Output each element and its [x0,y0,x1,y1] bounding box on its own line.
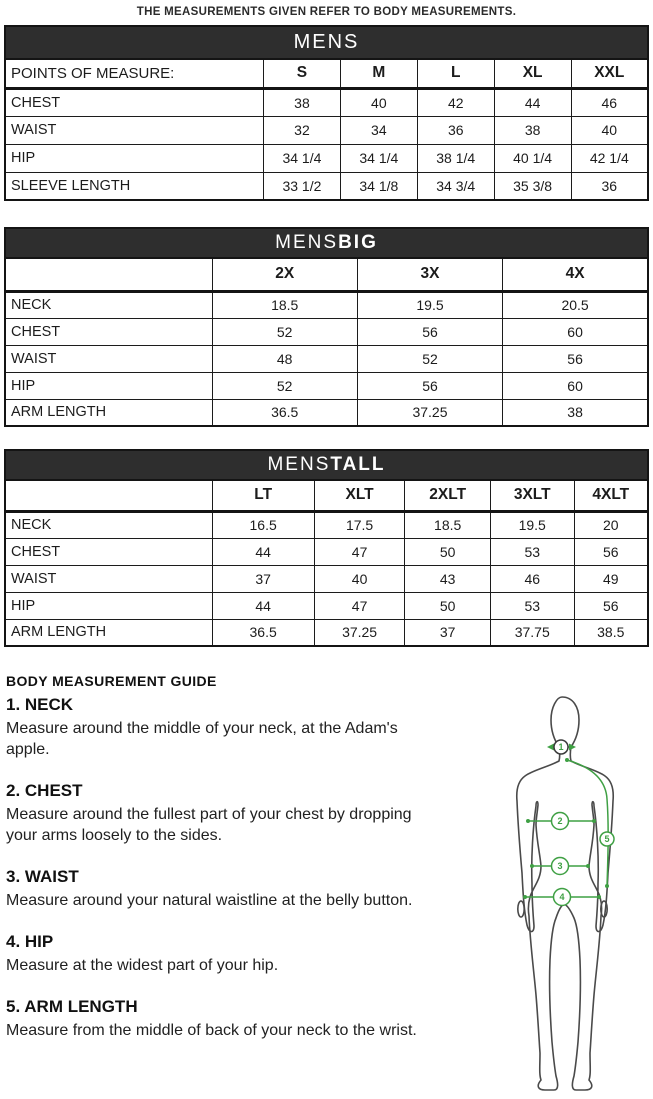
measurement-cell: 33 1/2 [264,172,341,200]
table-row [5,511,648,538]
column-header: M [340,59,417,88]
measurement-cell: 34 1/4 [264,144,341,172]
table-row [5,116,648,144]
column-header: S [264,59,341,88]
guide-item [6,695,438,760]
guide-title: BODY MEASUREMENT GUIDE [6,673,217,689]
column-header: L [417,59,494,88]
guide-item-heading: 5. ARM LENGTH [6,997,138,1016]
row-label: ARM LENGTH [5,399,212,426]
header-row [5,480,648,511]
measurement-cell: 40 [571,116,648,144]
column-header: 2X [212,258,357,291]
corner-label: POINTS OF MEASURE: [5,59,264,88]
size-tables [0,25,653,647]
guide-item-text: Measure at the widest part of your hip. [6,957,279,974]
guide-item [6,781,438,846]
measurement-cell: 46 [490,565,574,592]
measurement-cell: 48 [212,345,357,372]
measurement-cell: 40 [314,565,405,592]
measurement-cell: 38 [503,399,648,426]
marker-5-label: 5 [604,834,610,844]
table-row [5,345,648,372]
measurement-cell: 16.5 [212,511,314,538]
guide-item-text: Measure around the middle of your neck, at the Adam's apple. [6,720,398,758]
measurement-cell: 37 [212,565,314,592]
table-row [5,592,648,619]
table-title-text: MENS [293,31,360,53]
measurement-cell: 53 [490,592,574,619]
measurement-cell: 56 [503,345,648,372]
measurement-cell: 40 [340,88,417,116]
measurement-cell: 34 1/8 [340,172,417,200]
header-row [5,258,648,291]
table-title-text: MENS [267,454,331,475]
measurement-cell: 60 [503,372,648,399]
measurement-cell: 18.5 [405,511,491,538]
table-row [5,565,648,592]
table-row [5,144,648,172]
measurement-cell: 37.25 [314,619,405,646]
measurement-cell: 38.5 [574,619,648,646]
measurement-cell: 38 [264,88,341,116]
marker-2-label: 2 [557,816,563,826]
measurement-cell: 52 [212,318,357,345]
measurement-cell: 20.5 [503,291,648,318]
measurement-cell: 56 [574,538,648,565]
measurement-cell: 53 [490,538,574,565]
measurement-cell: 18.5 [212,291,357,318]
guide-item-heading: 4. HIP [6,932,54,951]
row-label: WAIST [5,116,264,144]
hip-measure-line [523,889,601,906]
measurement-cell: 46 [571,88,648,116]
table-row [5,399,648,426]
measurement-cell: 38 [494,116,571,144]
row-label: NECK [5,291,212,318]
measurement-cell: 36.5 [212,619,314,646]
table-title-text: BIG [338,232,378,253]
body-measurement-guide [6,673,438,1041]
table-row [5,372,648,399]
row-label: ARM LENGTH [5,619,212,646]
size-table-mens [4,25,649,201]
measurement-cell: 47 [314,592,405,619]
measurement-cell: 44 [494,88,571,116]
table-title-mens-big [4,227,649,257]
row-label: HIP [5,372,212,399]
guide-item-heading: 2. CHEST [6,781,83,800]
marker-3-label: 3 [557,861,563,871]
row-label: CHEST [5,538,212,565]
row-label: HIP [5,144,264,172]
guide-item-text: Measure from the middle of back of your neck to the wrist. [6,1022,417,1039]
measurement-cell: 19.5 [490,511,574,538]
size-table-mens-big [4,227,649,427]
measurement-cell: 56 [357,318,502,345]
measurement-cell: 43 [405,565,491,592]
guide-item-text: Measure around your natural waistline at the belly button. [6,892,413,909]
measurement-cell: 42 1/4 [571,144,648,172]
measurement-cell: 34 1/4 [340,144,417,172]
size-table-grid-mens-tall [4,479,649,647]
table-row [5,88,648,116]
neck-measure-line [547,740,576,754]
measurement-cell: 37 [405,619,491,646]
table-title-mens [4,25,649,58]
measurement-cell: 36.5 [212,399,357,426]
size-table-grid-mens [4,58,649,201]
measurement-cell: 49 [574,565,648,592]
measurement-cell: 37.75 [490,619,574,646]
measurement-cell: 42 [417,88,494,116]
measurement-cell: 47 [314,538,405,565]
waist-measure-line [530,858,590,875]
row-label: CHEST [5,318,212,345]
row-label: HIP [5,592,212,619]
measurement-cell: 52 [357,345,502,372]
column-header: XL [494,59,571,88]
measurement-cell: 35 3/8 [494,172,571,200]
size-table-grid-mens-big [4,257,649,427]
measurement-cell: 44 [212,538,314,565]
marker-1-label: 1 [558,742,564,752]
guide-item [6,932,438,976]
table-row [5,538,648,565]
guide-item-text: Measure around the fullest part of your chest by dropping your arms loosely to the sides. [6,806,412,844]
column-header: XXL [571,59,648,88]
measurement-cell: 50 [405,592,491,619]
column-header: XLT [314,480,405,511]
measurement-cell: 34 [340,116,417,144]
measurement-cell: 19.5 [357,291,502,318]
table-row [5,172,648,200]
measurement-cell: 20 [574,511,648,538]
left-hand-mark [518,901,524,917]
guide-item-heading: 1. NECK [6,695,74,714]
measurement-note: THE MEASUREMENTS GIVEN REFER TO BODY MEASUREMENTS. [136,6,517,18]
row-label: NECK [5,511,212,538]
measurement-cell: 60 [503,318,648,345]
column-header: LT [212,480,314,511]
table-row [5,619,648,646]
column-header: 3X [357,258,502,291]
measurement-cell: 36 [571,172,648,200]
guide-item [6,997,438,1041]
column-header: 4X [503,258,648,291]
column-header: 2XLT [405,480,491,511]
measurement-cell: 52 [212,372,357,399]
measurement-cell: 34 3/4 [417,172,494,200]
guide-item [6,867,438,911]
table-row [5,318,648,345]
row-label: WAIST [5,345,212,372]
column-header: 3XLT [490,480,574,511]
corner-label [5,258,212,291]
row-label: WAIST [5,565,212,592]
measurement-cell: 44 [212,592,314,619]
column-header: 4XLT [574,480,648,511]
measurement-cell: 56 [574,592,648,619]
measurement-cell: 56 [357,372,502,399]
header-row [5,59,648,88]
marker-4-label: 4 [559,892,565,902]
measurement-cell: 40 1/4 [494,144,571,172]
measurement-cell: 17.5 [314,511,405,538]
measurement-cell: 37.25 [357,399,502,426]
table-row [5,291,648,318]
measurement-cell: 32 [264,116,341,144]
measurement-cell: 38 1/4 [417,144,494,172]
size-table-mens-tall [4,449,649,647]
row-label: SLEEVE LENGTH [5,172,264,200]
guide-item-heading: 3. WAIST [6,867,79,886]
row-label: CHEST [5,88,264,116]
measurement-cell: 36 [417,116,494,144]
corner-label [5,480,212,511]
table-title-text: TALL [330,454,386,475]
table-title-text: MENS [275,232,339,253]
body-measurement-figure [448,686,648,1098]
table-title-mens-tall [4,449,649,479]
measurement-cell: 50 [405,538,491,565]
guide-items [6,695,438,1041]
